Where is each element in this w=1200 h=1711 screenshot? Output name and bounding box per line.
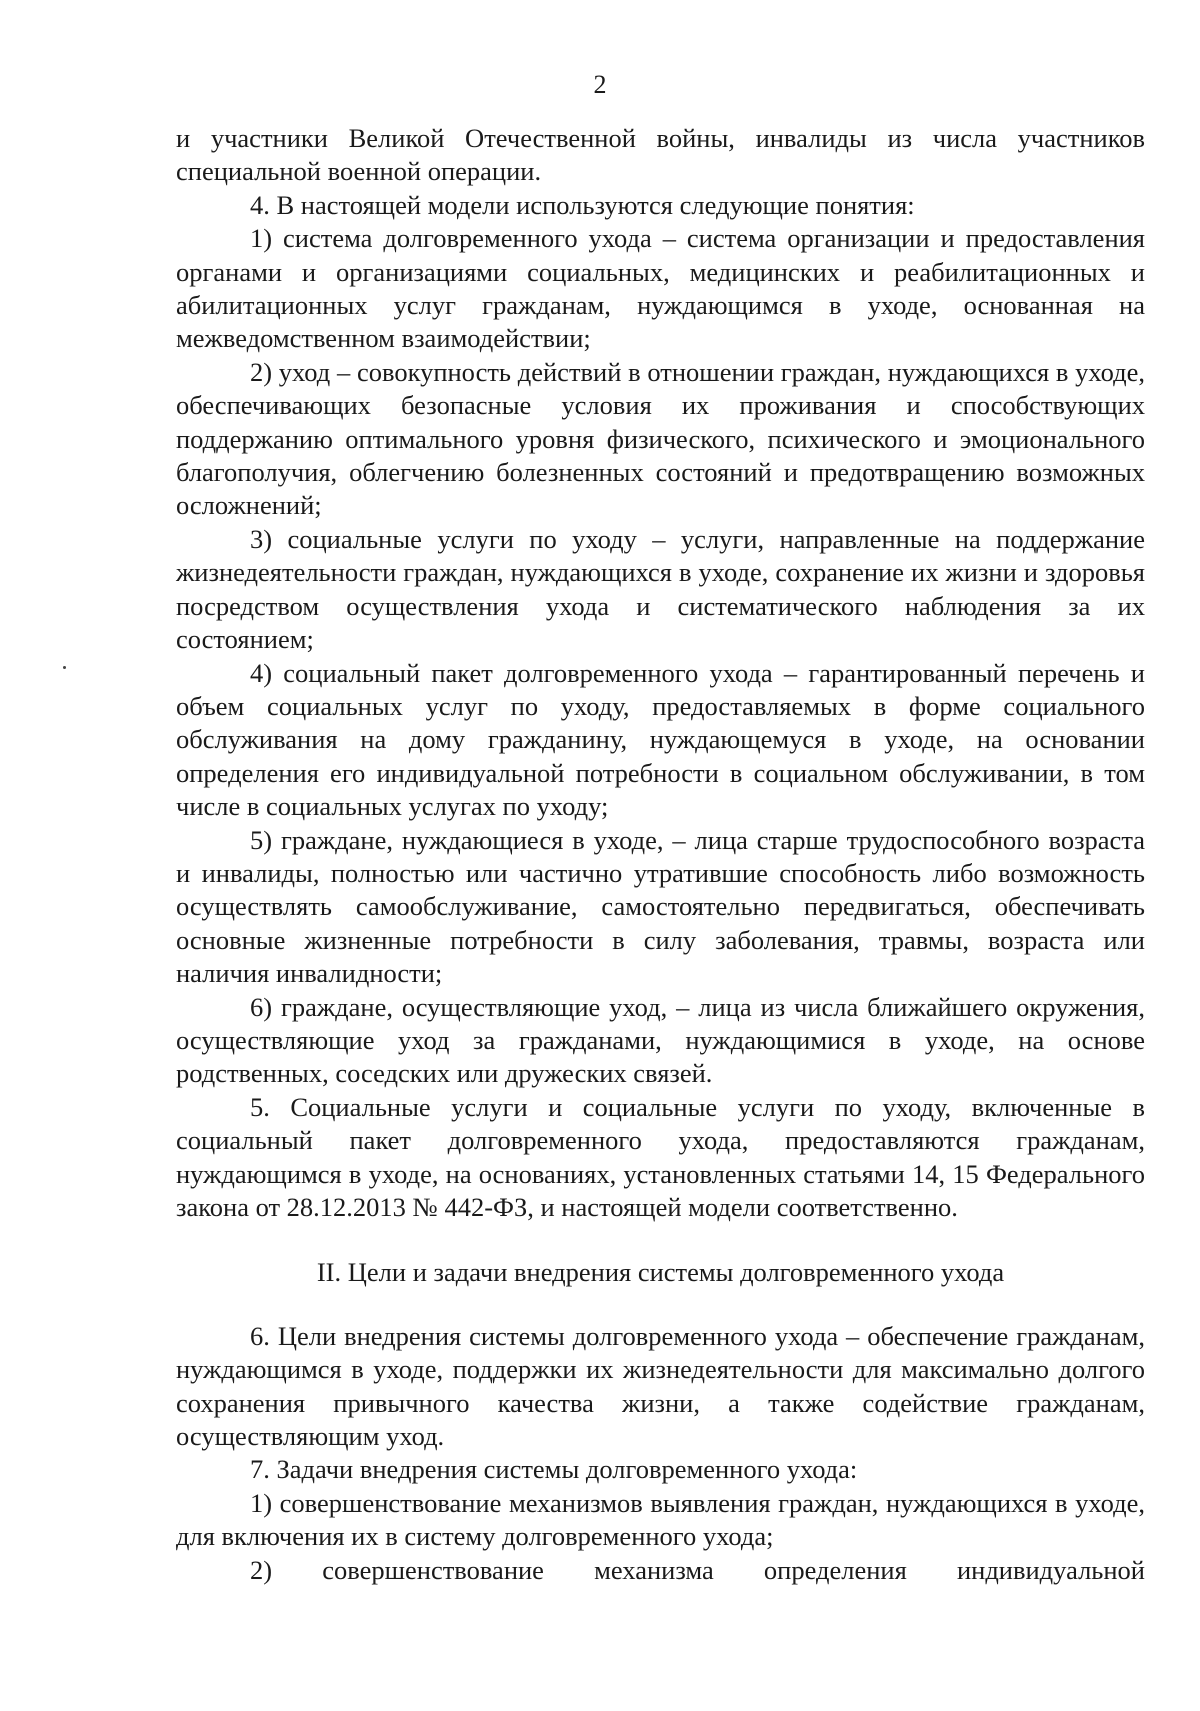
definition-5: 5) граждане, нуждающиеся в уходе, – лица старше трудоспособного возраста и инвалиды, полностью или частично утратившие способность либо возможность осуществлять самообслуживание, самостоятельно передвигаться, обеспечивать основные жизненные потребности в силу заболевания, травмы, возраста или наличия инвалидности;: [176, 824, 1145, 989]
paragraph-item-6: 6. Цели внедрения системы долговременного ухода – обеспечение гражданам, нуждающимся в уходе, поддержки их жизнедеятельности для максимально долгого сохранения привычного качества жизни, а также содействие гражданам, осуществляющим уход.: [176, 1320, 1145, 1452]
definition-1: 1) система долговременного ухода – система организации и предоставления органами и организациями социальных, медицинских и реабилитационных и абилитационных услуг гражданам, нуждающимся в уходе, основанная на межведомственном взаимодействии;: [176, 223, 1145, 354]
definition-4: 4) социальный пакет долговременного ухода – гарантированный перечень и объем социальных услуг по уходу, предоставляемых в форме социального обслуживания на дому гражданину, нуждающемуся в уходе, на основании определения его индивидуальной потребности в социальном обслуживании, в том числе в социальных услугах по уходу;: [176, 657, 1145, 822]
definition-3: 3) социальные услуги по уходу – услуги, направленные на поддержание жизнедеятельности граждан, нуждающихся в уходе, сохранение их жизни и здоровья посредством осуществления ухода и систематического наблюдения за их состоянием;: [176, 523, 1145, 655]
task-2: 2) совершенствование механизма определения индивидуальной: [250, 1554, 1145, 1585]
paragraph-item-4: 4. В настоящей модели используются следующие понятия:: [250, 189, 915, 220]
definition-6: 6) граждане, осуществляющие уход, – лица из числа ближайшего окружения, осуществляющие уход за гражданами, нуждающимися в уходе, на основе родственных, соседских или дружеских связей.: [176, 991, 1145, 1089]
scan-speck: [63, 666, 66, 669]
task-1: 1) совершенствование механизмов выявления граждан, нуждающихся в уходе, для включения их в систему долговременного ухода;: [176, 1487, 1145, 1552]
document-body: [176, 122, 1145, 1587]
paragraph-item-5: 5. Социальные услуги и социальные услуги по уходу, включенные в социальный пакет долговременного ухода, предоставляются гражданам, нуждающимся в уходе, на основаниях, установленных статьями 14, 15 Федерального закона от 28.12.2013 № 442-ФЗ, и настоящей модели соответственно.: [176, 1091, 1145, 1222]
definition-2: 2) уход – совокупность действий в отношении граждан, нуждающихся в уходе, обеспечивающих безопасные условия их проживания и способствующих поддержанию оптимального уровня физического, психического и эмоционального благополучия, облегчению болезненных состояний и предотвращению возможных осложнений;: [176, 356, 1145, 521]
section-heading: II. Цели и задачи внедрения системы долговременного ухода: [316, 1257, 1005, 1288]
paragraph-item-7: 7. Задачи внедрения системы долговременного ухода:: [250, 1454, 858, 1485]
paragraph-continuation: и участники Великой Отечественной войны, инвалиды из числа участников специальной военной операции.: [176, 123, 1145, 187]
page-number: 2: [593, 70, 607, 99]
